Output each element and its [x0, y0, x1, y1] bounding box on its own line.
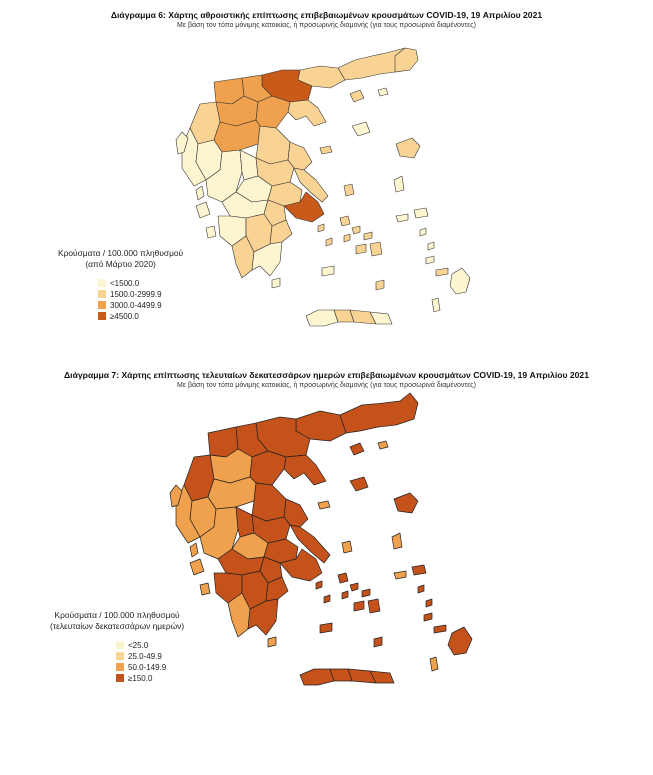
region-zakynthos — [200, 583, 210, 595]
map2-legend-swatch-2 — [116, 652, 124, 660]
region-lesvos — [396, 138, 420, 158]
region-sporades — [320, 146, 332, 154]
map2-legend-swatch-3 — [116, 663, 124, 671]
map1-legend-label-1: <1500.0 — [110, 278, 140, 288]
map2-legend-swatch-4 — [116, 674, 124, 682]
map2-legend-title-line1: Κρούσματα / 100.000 πληθυσμού — [54, 610, 180, 620]
region-milos — [322, 266, 334, 276]
region-limnos — [350, 477, 368, 491]
region-thrace — [340, 393, 418, 433]
map1-legend-item — [98, 311, 183, 321]
region-kythnos — [324, 595, 330, 603]
map2-legend-label-4: ≥150.0 — [128, 673, 153, 683]
region-leros — [426, 599, 432, 607]
map1-legend-item — [98, 300, 183, 310]
region-kefalonia — [190, 559, 204, 575]
map1-legend-item — [98, 278, 183, 288]
map1-legend-title-line1: Κρούσματα / 100.000 πληθυσμού — [58, 248, 184, 258]
map2-legend-item — [116, 662, 184, 672]
map1-legend — [58, 248, 183, 322]
region-kos — [436, 268, 448, 276]
region-samos — [412, 565, 426, 575]
region-syros — [342, 591, 348, 599]
region-thasos — [350, 443, 364, 455]
map1-legend-label-4: ≥4500.0 — [110, 311, 139, 321]
region-thira — [374, 637, 382, 647]
region-kefalonia — [196, 202, 210, 218]
region-samothraki — [378, 441, 388, 449]
region-karpathos — [430, 657, 438, 671]
region-syros — [344, 234, 350, 242]
region-kalymnos — [426, 256, 434, 264]
map1-subtitle: Με βάση τον τόπο μόνιμης κατοικίας, ή προσωρινής διαμονής (για τους προσωρινά διαμένοντες) — [177, 22, 476, 29]
region-patmos — [420, 228, 426, 236]
region-chalkidiki — [288, 100, 326, 126]
region-chalkidiki — [284, 455, 326, 485]
map1-legend-label-3: 3000.0-4499.9 — [110, 300, 162, 310]
region-pieria — [250, 451, 286, 485]
map2-legend-item — [116, 640, 184, 650]
region-skyros — [342, 541, 352, 553]
region-kea — [316, 581, 322, 589]
map1-legend-swatch-3 — [98, 301, 106, 309]
region-rhodes — [448, 627, 472, 655]
region-chios — [394, 176, 404, 192]
region-lefkada — [196, 186, 204, 200]
region-pieria — [256, 96, 290, 128]
region-kos — [434, 625, 446, 633]
region-evrytania — [240, 150, 258, 180]
region-kea — [318, 224, 324, 232]
map1-legend-swatch-1 — [98, 279, 106, 287]
region-kythira — [268, 637, 276, 647]
region-mykonos — [364, 232, 372, 240]
map2-legend-item — [116, 651, 184, 661]
map1-legend-item — [98, 289, 183, 299]
region-tinos — [352, 226, 360, 234]
region-andros — [340, 216, 350, 226]
region-kalymnos — [424, 613, 432, 621]
map2-legend-title-line2: (τελευταίων δεκατεσσάρων ημερών) — [50, 621, 185, 631]
map2-legend-swatch-1 — [116, 641, 124, 649]
region-chania — [306, 310, 338, 326]
region-patmos — [418, 585, 424, 593]
map2-legend — [50, 610, 184, 684]
region-samos — [414, 208, 428, 218]
region-paros — [354, 601, 364, 611]
region-rhodes — [450, 268, 470, 294]
map1-legend-swatch-2 — [98, 290, 106, 298]
map1-legend-swatch-4 — [98, 312, 106, 320]
map1-legend-label-2: 1500.0-2999.9 — [110, 289, 162, 299]
region-sporades — [318, 501, 330, 509]
region-paros — [356, 244, 366, 254]
region-zakynthos — [206, 226, 216, 238]
map1-legend-title-line2: (από Μάρτιο 2020) — [85, 259, 156, 269]
region-karpathos — [432, 298, 440, 312]
region-thasos — [350, 90, 364, 102]
region-ikaria — [396, 214, 408, 222]
region-evrytania — [236, 507, 254, 537]
region-kythira — [272, 278, 280, 288]
region-thessaly-2 — [256, 126, 290, 164]
map2-title: Διάγραμμα 7: Χάρτης επίπτωσης τελευταίων δεκατεσσάρων ημερών επιβεβαιωμένων κρουσμάτων COVID-19, 19 Απριλίου 2021 — [64, 370, 589, 380]
region-lesvos — [394, 493, 418, 513]
region-skyros — [344, 184, 354, 196]
region-thessaly-2 — [252, 483, 286, 521]
region-ikaria — [394, 571, 406, 579]
region-tinos — [350, 583, 358, 591]
region-naxos — [370, 242, 382, 256]
region-chania — [300, 669, 334, 685]
region-thira — [376, 280, 384, 290]
map2-legend-item — [116, 673, 184, 683]
region-limnos — [352, 122, 370, 136]
map2-legend-label-1: <25.0 — [128, 640, 149, 650]
map1-title: Διάγραμμα 6: Χάρτης αθροιστικής επίπτωσης επιβεβαιωμένων κρουσμάτων COVID-19, 19 Απριλίου 2021 — [110, 10, 543, 20]
region-mykonos — [362, 589, 370, 597]
map2-subtitle: Με βάση τον τόπο μόνιμης κατοικίας, ή προσωρινής διαμονής (για τους προσωρινά διαμένοντες) — [177, 382, 476, 389]
region-andros — [338, 573, 348, 583]
region-chios — [392, 533, 402, 549]
region-kythnos — [326, 238, 332, 246]
region-naxos — [368, 599, 380, 613]
region-milos — [320, 623, 332, 633]
map2-legend-label-2: 25.0-49.9 — [128, 651, 162, 661]
map2-legend-label-3: 50.0-149.9 — [128, 662, 167, 672]
region-lefkada — [190, 543, 198, 557]
region-leros — [428, 242, 434, 250]
region-samothraki — [378, 88, 388, 96]
